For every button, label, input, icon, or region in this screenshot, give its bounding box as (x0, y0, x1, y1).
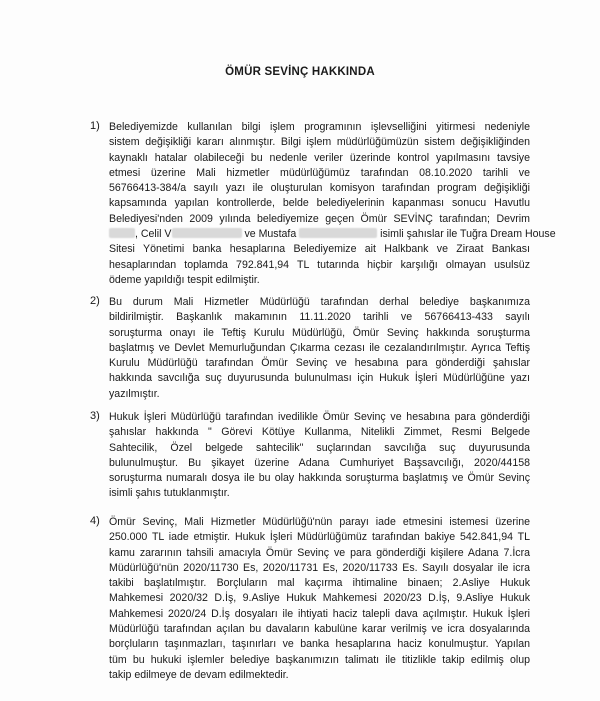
text-line: tüm bu hukuki işlemler belediye başkanımızın talimatı ile titizlikle takip edilmiş olup (109, 653, 530, 666)
text-line: yazılmıştır. (109, 387, 160, 400)
paragraph-number: 4) (90, 515, 100, 527)
text-line: Kurulu Müdürlüğü tarafından Ömür Sevinç ve hesabına para gönderdiği şahıslar (109, 357, 530, 370)
text-line: kapsamında yapılan kontrollerde, belde belediyelerinin kapanması sonucu Havutlu (109, 197, 530, 210)
text-line: kaynaklı hatalar olabileceği bu nedenle veriler üzerinde kontrol yapılmasını tavsiye (109, 151, 530, 164)
text-line-redacted: , Celil V ve Mustafa isimli şahıslar ile Tuğra Dream House (109, 227, 530, 242)
paragraph-number: 1) (90, 120, 100, 132)
text-line: soruşturma onayı ile Teftiş Kurulu Müdürlüğü, Ömür Sevinç hakkında soruşturma (109, 326, 530, 339)
text-line: Mahkemesi 2020/24 D.İş dosyaları ile ihtiyati haciz talepli dava açılmıştır. Hukuk İşleri (109, 607, 530, 620)
text-line: bildirilmiştir. Başkanlık makamının 11.11.2020 tarihli ve 56766413-433 sayılı (109, 311, 530, 324)
text-line: Sahtecilik, Özel belgede sahtecilik" suçlarından savcılığa suç duyurusunda (109, 441, 530, 454)
text-line: Belediyesi'nden 2009 yılında belediyemize geçen Ömür SEVİNÇ tarafından; Devrim (109, 212, 530, 225)
text-line: başlatmış ve Devlet Memurluğundan Çıkarma cezası ile cezalandırılmıştır. Ayrıca Teftiş (109, 341, 530, 354)
text-line: 56766413-384/a sayılı yazı ile oluşturulan komisyon tarafından program değişikliği (109, 182, 530, 195)
paragraph-body (109, 295, 530, 402)
redaction-block (172, 228, 242, 238)
paragraph-number: 2) (90, 295, 100, 307)
redaction-block (109, 228, 135, 238)
text-line: ödeme yapıldığı tespit edilmiştir. (109, 273, 260, 286)
paragraph-body (109, 515, 530, 683)
paragraph-number: 3) (90, 410, 100, 422)
text-line: hesaplarından toplamda 792.841,94 TL tutarında hiçbir karşılığı olmayan usulsüz (109, 258, 530, 271)
redaction-block (299, 228, 377, 238)
text-line: Ömür Sevinç, Mali Hizmetler Müdürlüğü'nün parayı iade etmesini istemesi üzerine (109, 516, 530, 528)
text-line: şahıslar hakkında " Görevi Kötüye Kullanma, Nitelikli Zimmet, Resmi Belgede (109, 426, 530, 439)
text-line: Müdürlüğü tarafından açılan bu davaların kabulüne karar verilmiş ve icra dosyalarında (109, 623, 530, 636)
paragraph-body (109, 120, 556, 288)
text-line: Bu durum Mali Hizmetler Müdürlüğü tarafından derhal belediye başkanımıza (109, 296, 530, 308)
document-title: ÖMÜR SEVİNÇ HAKKINDA (225, 66, 375, 78)
text-line: kamu zararının tahsili amacıyla Ömür Sevinç ve para gönderdiği kişilere Adana 7.İcra (109, 546, 530, 559)
text-line: borçluların taşınmazları, taşınırları ve banka hesaplarına haciz konulmuştur. Yapılan (109, 638, 530, 651)
paragraph-body (109, 410, 530, 502)
text-line: Hukuk İşleri Müdürlüğü tarafından ivedilikle Ömür Sevinç ve hesabına para gönderdiği (109, 411, 530, 423)
text-line: Belediyemizde kullanılan bilgi işlem programının işlevselliğini yitirmesi nedeniyle (109, 121, 530, 133)
text-line: isimli şahıs tutuklanmıştır. (109, 487, 230, 500)
text-line: Sitesi Yönetimi banka hesaplarına Belediyemize ait Halkbank ve Ziraat Bankası (109, 243, 530, 256)
text-line: soruşturma numaralı dosya ile bu olay hakkında soruşturma başlatmış ve Ömür Sevinç (109, 472, 530, 485)
text-line: 250.000 TL iade etmiştir. Hukuk İşleri Müdürlüğümüz tarafından bakiye 542.841,94 TL (109, 531, 530, 544)
text-line: etmesi üzerine Mali hizmetler müdürlüğümüz tarafından 08.10.2020 tarihli ve (109, 166, 530, 179)
text-line: sistem değişikliği kararı alınmıştır. Bilgi işlem müdürlüğümüzün sistem değişikliğinden (109, 136, 530, 149)
text-line: takibi başlatılmıştır. Borçluların mal kaçırma ihtimaline binaen; 2.Asliye Hukuk (109, 577, 530, 590)
text-line: takip edilmeye de devam edilmektedir. (109, 668, 289, 681)
text-line: hakkında savcılığa suç duyurusunda bulunulması için Hukuk İşleri Müdürlüğüne yazı (109, 372, 530, 385)
text-line: Mahkemesi 2020/32 D.İş, 9.Asliye Hukuk Mahkemesi 2020/23 D.İş, 9.Asliye Hukuk (109, 592, 530, 605)
text-line: Müdürlüğü'nün 2020/11730 Es, 2020/11731 Es, 2020/11733 Es. Sayılı dosyalar ile icra (109, 561, 530, 574)
text-line: bulunulmuştur. Bu şikayet üzerine Adana Cumhuriyet Başsavcılığı, 2020/44158 (109, 456, 530, 469)
